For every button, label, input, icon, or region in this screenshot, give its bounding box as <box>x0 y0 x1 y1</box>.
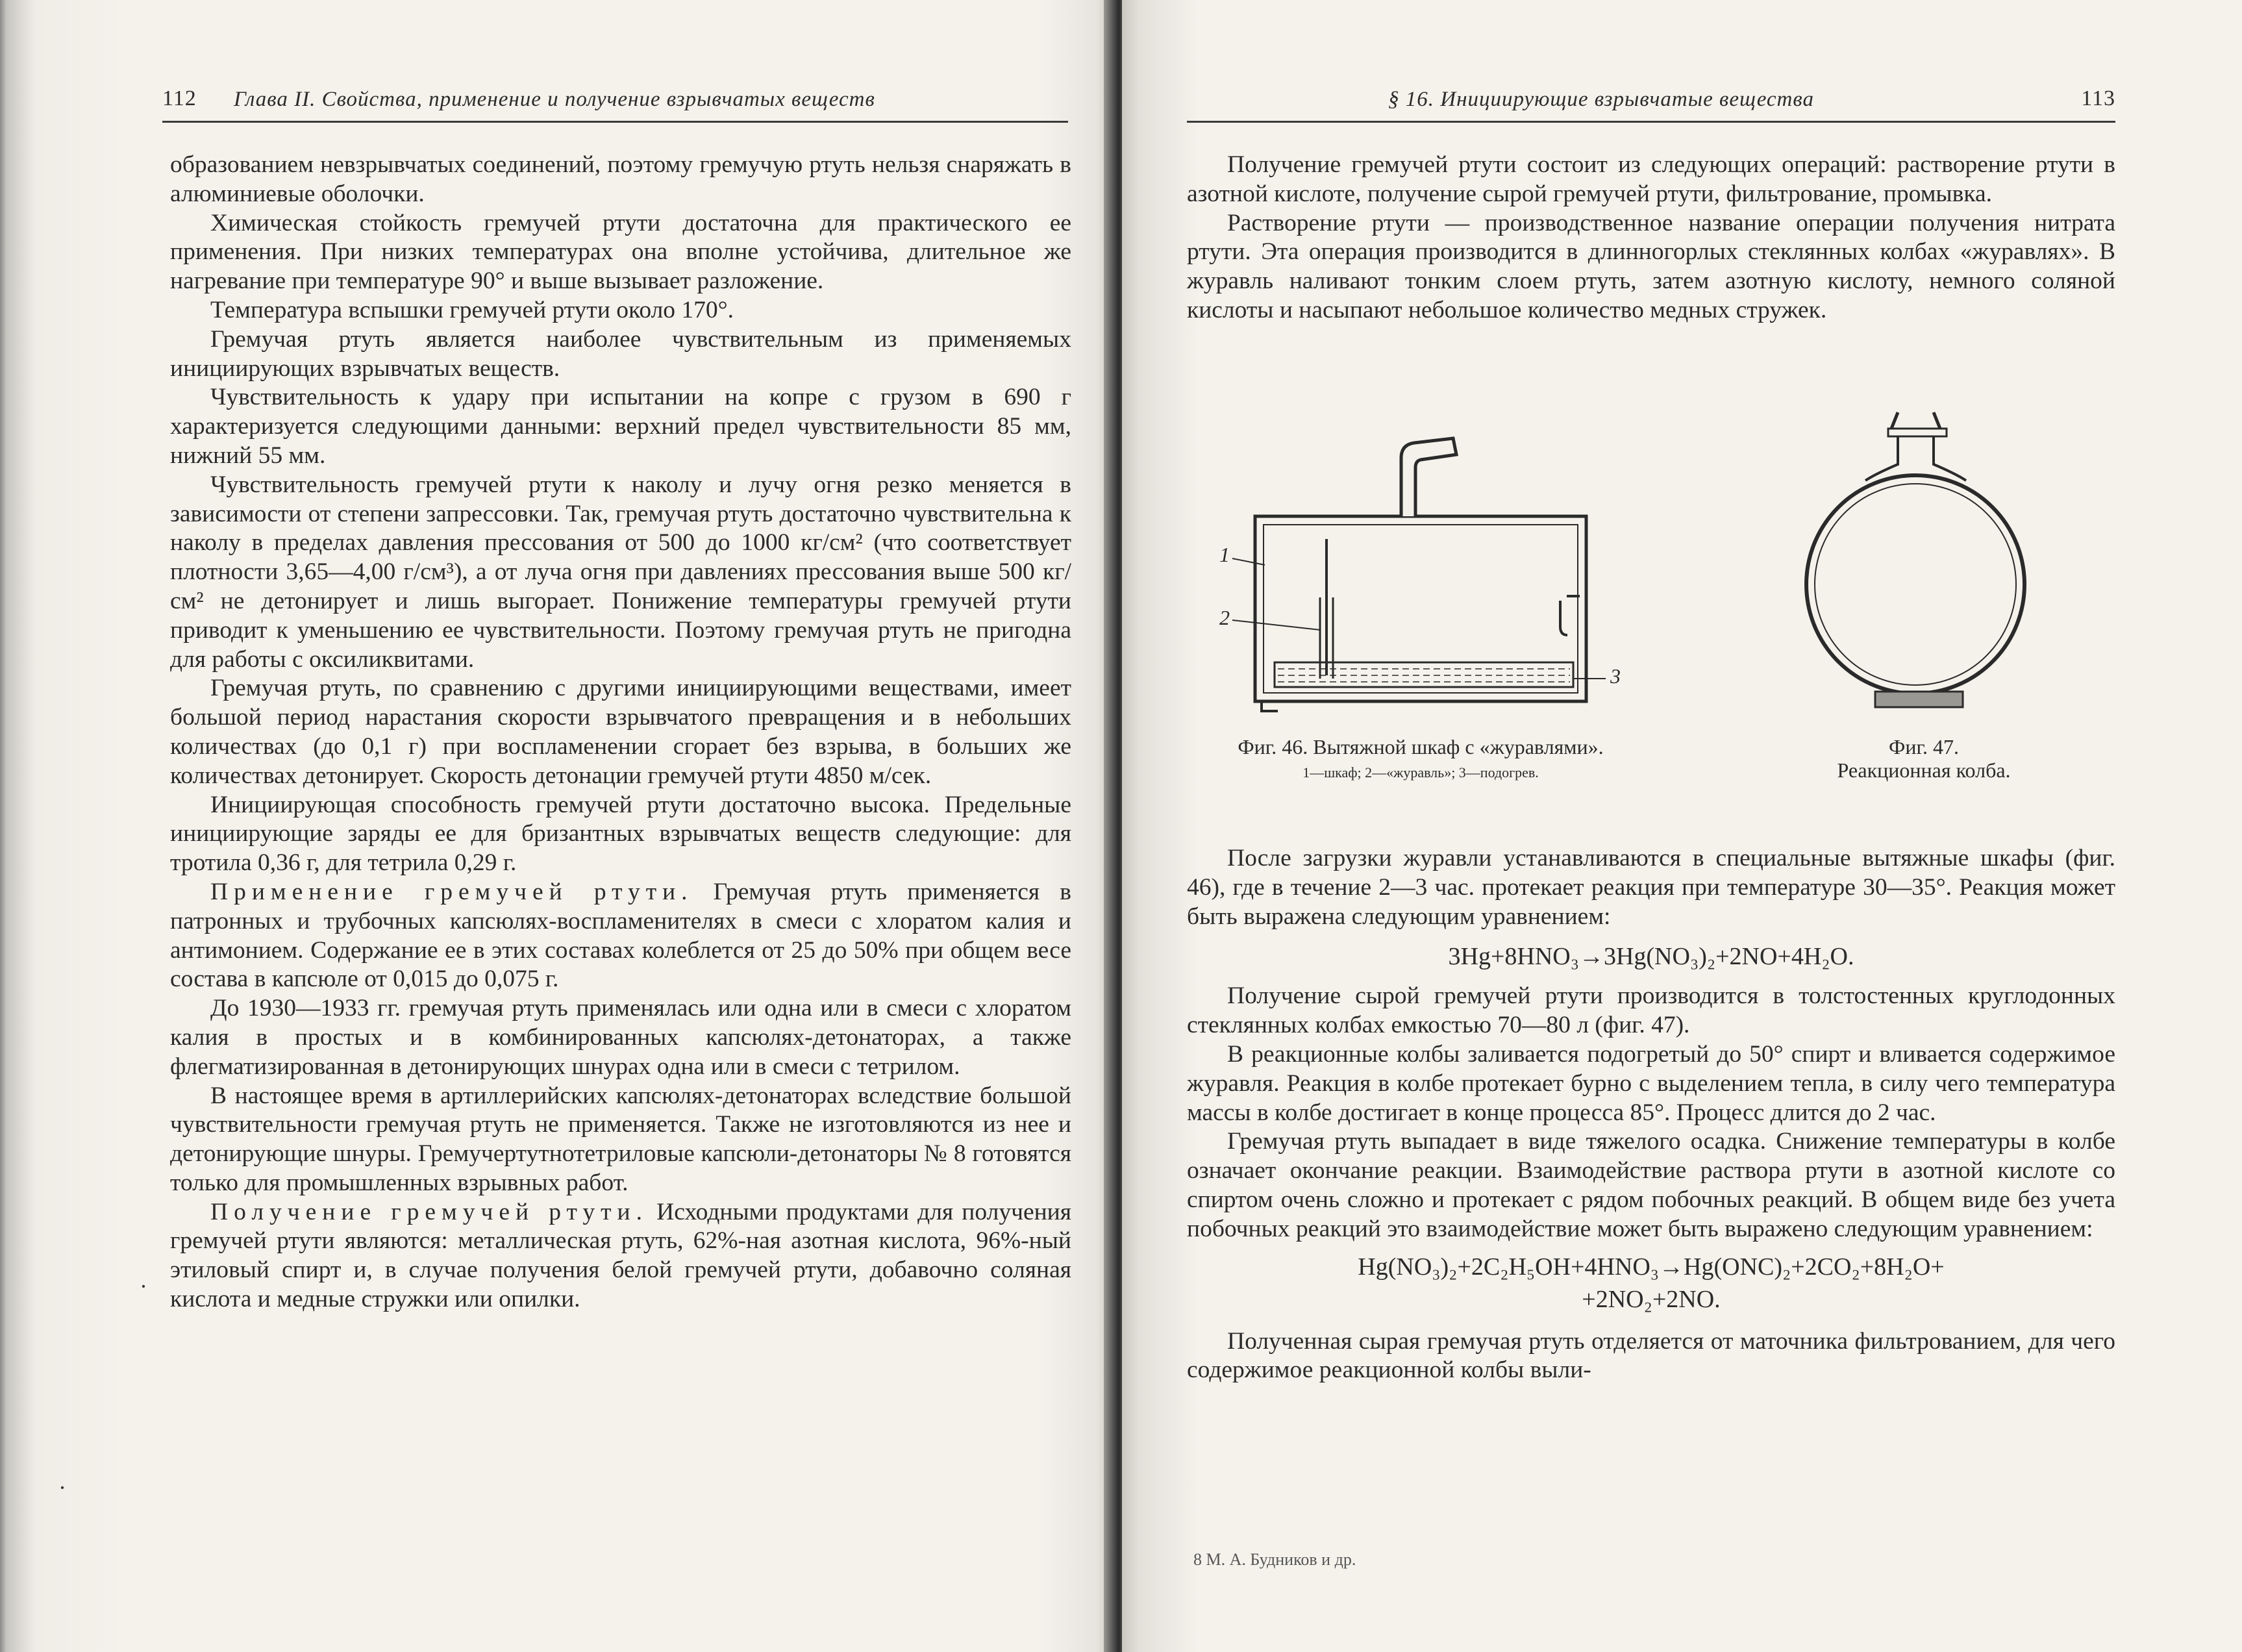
section-heading: Получение гремучей ртути. <box>210 1198 648 1225</box>
flask-inner <box>1815 484 2016 685</box>
reaction-flask-figure <box>1806 412 2024 707</box>
figure-46-legend: 1—шкаф; 2—«журавль»; 3—подогрев. <box>1302 764 1539 781</box>
figure-47-caption: Фиг. 47. Реакционная колба. <box>1837 735 2011 782</box>
left-page <box>0 0 1112 1652</box>
leader-1 <box>1232 558 1265 565</box>
side-tap <box>1560 596 1580 635</box>
fume-cabinet-figure <box>1232 438 1606 711</box>
right-page <box>1122 0 2242 1652</box>
paragraph: После загрузки журавли устанавливаются в специальные вытяжные шкафы (фиг. 46), где в течение 2—3 час. протекает реакция при температуре 30—35°. Реакция может быть выражена следующим уравнением: <box>1187 845 2115 930</box>
header-rule <box>162 121 1068 123</box>
right-running-head: § 16. Инициирующие взрывчатые вещества <box>1388 88 1814 111</box>
figure-46-caption <box>1213 735 1628 784</box>
exhaust-pipe <box>1401 438 1456 516</box>
paragraph: Чувствительность к удару при испытании на копре с грузом в 690 г характеризуется следующими данными: верхний предел чувствительности 85 мм, нижний 55 мм. <box>170 384 1071 469</box>
equation-2-line-2: +2NO₂+2NO. <box>1582 1285 1721 1313</box>
paragraph: Чувствительность гремучей ртути к наколу и лучу огня резко меняется в зависимости от степени запрессовки. Так, гремучая ртуть достаточно чувствительна к наколу в пределах давления прессования от 500 до 1000 кг/см² (что соответствует плотности 3,65—4,00 г/см³), а от луча огня при давлениях прессования выше 500 кг/см² не детонирует и лишь выгорает. Понижение температуры гремучей ртути приводит к уменьшению ее чувствительности. Поэтому гремучая ртуть не пригодна для работы с оксиликвитами. <box>170 471 1071 673</box>
flask-clamp <box>1891 412 1940 429</box>
flask-outer <box>1806 475 2024 694</box>
paragraph: Получение гремучей ртути состоит из следующих операций: растворение ртути в азотной кислоте, получение сырой гремучей ртути, фильтрование, промывка. <box>1187 151 2115 207</box>
label-3: 3 <box>1610 664 1621 688</box>
heater-coils <box>1278 669 1570 682</box>
label-1: 1 <box>1219 543 1230 566</box>
section-heading: Применение гремучей ртути. <box>210 878 693 905</box>
paragraph <box>170 878 1071 994</box>
paragraph: Гремучая ртуть, по сравнению с другими инициирующими веществами, имеет большой период нарастания скорости взрывчатого превращения и в небольших количествах (до 0,1 г) при воспламенении сгорает без взрыва, в больших же количествах детонирует. Скорость детонации гремучей ртути 4850 м/сек. <box>170 675 1071 789</box>
paragraph: Химическая стойкость гремучей ртути достаточна для практического ее применения. При низких температурах она вполне устойчива, длительное же нагревание при температуре 90° и выше вызывает разложение. <box>170 209 1071 295</box>
equation-2-line-1: Hg(NO₃)₂+2C₂H₅OH+4HNO₃→Hg(ONC)₂+2CO₂+8H₂O+ <box>1358 1253 1945 1281</box>
left-page-body <box>170 151 1071 1314</box>
margin-mark: · <box>58 1475 66 1501</box>
label-2: 2 <box>1219 606 1230 629</box>
section-text: Гремучая ртуть применяется в патронных и трубочных капсюлях-воспламенителях в смеси с хлоратом калия и антимонием. Содержание ее в этих составах колеблется от 25 до 50% при общем весе состава в капсюле от 0,015 до 0,075 г. <box>170 878 1071 993</box>
right-page-number: 113 <box>2081 86 2115 110</box>
paragraph: Гремучая ртуть выпадает в виде тяжелого осадка. Снижение температуры в колбе означает окончание реакции. Взаимодействие раствора ртути в азотной кислоте со спиртом очень сложно и протекает с рядом побочных реакций. В общем виде без учета побочных реакций это взаимодействие может быть выражено следующим уравнением: <box>1187 1128 2115 1242</box>
paragraph: Инициирующая способность гремучей ртути достаточно высока. Предельные инициирующие заряды ее для бризантных взрывчатых веществ следующие: для тротила 0,36 г, для тетрила 0,29 г. <box>170 791 1071 877</box>
right-page-body-top <box>1187 151 2115 325</box>
section-text: Исходными продуктами для получения гремучей ртути являются: металлическая ртуть, 62%-ная азотная кислота, 96%-ный этиловый спирт и, в случае получения белой гремучей ртути, добавочно соляная кислота и медные стружки или опилки. <box>170 1198 1071 1313</box>
left-page-header <box>162 86 1068 123</box>
paragraph: образованием невзрывчатых соединений, поэтому гремучую ртуть нельзя снаряжать в алюминиевые оболочки. <box>170 151 1071 207</box>
paragraph: Гремучая ртуть является наиболее чувствительным из применяемых инициирующих взрывчатых веществ. <box>170 325 1071 382</box>
paragraph: Температура вспышки гремучей ртути около 170°. <box>210 296 734 323</box>
paragraph: В настоящее время в артиллерийских капсюлях-детонаторах вследствие большой чувствительности гремучая ртуть не применяется. Также не изготовляются из нее и детонирующие шнуры. Гремучертутнотетриловые капсюли-детонаторы № 8 готовятся только для промышленных взрывных работ. <box>170 1082 1071 1196</box>
paragraph <box>170 1198 1071 1314</box>
signature-footer: 8 М. А. Будников и др. <box>1193 1550 1356 1569</box>
right-page-header <box>1187 86 2115 123</box>
flask-stopper <box>1888 429 1947 436</box>
left-running-head: Глава II. Свойства, применение и получение взрывчатых веществ <box>234 88 875 111</box>
equation-1: 3Hg+8HNO₃→3Hg(NO₃)₂+2NO+4H₂O. <box>1448 943 1854 971</box>
figure-46-caption-text: Фиг. 46. Вытяжной шкаф с «журавлями». <box>1238 735 1604 758</box>
cabinet-outline <box>1255 516 1586 701</box>
header-rule <box>1187 121 2115 123</box>
paragraph: В реакционные колбы заливается подогретый до 50° спирт и вливается содержимое журавля. Реакция в колбе протекает бурно с выделением тепла, в силу чего температура массы в колбе достигает в конце процесса 85°. Процесс длится до 2 час. <box>1187 1040 2115 1126</box>
right-page-body-bottom <box>1187 844 2115 1385</box>
paragraph: Получение сырой гремучей ртути производится в толстостенных круглодонных стеклянных колбах емкостью 70—80 л (фиг. 47). <box>1187 982 2115 1039</box>
paragraph: До 1930—1933 гг. гремучая ртуть применялась или одна или в смеси с хлоратом калия в простых и в комбинированных капсюлях-детонаторах, а также флегматизированная в детонирующих шнурах одна или в смеси с тетрилом. <box>170 995 1071 1080</box>
paragraph: Растворение ртути — производственное название операции получения нитрата ртути. Эта операция производится в длинногорлых стеклянных колбах «журавлях». В журавль наливают тонким слоем ртуть, затем азотную кислоту, немного соляной кислоты и насыпают небольшое количество медных стружек. <box>1187 209 2115 323</box>
flask-stand <box>1875 692 1963 707</box>
paragraph: Полученная сырая гремучая ртуть отделяется от маточника фильтрованием, для чего содержимое реакционной колбы выли- <box>1187 1327 2115 1384</box>
figures-area <box>1187 403 2115 831</box>
margin-mark: · <box>140 1273 147 1299</box>
left-page-number: 112 <box>162 86 197 110</box>
cabinet-inner <box>1264 525 1578 693</box>
leader-2 <box>1232 620 1320 630</box>
